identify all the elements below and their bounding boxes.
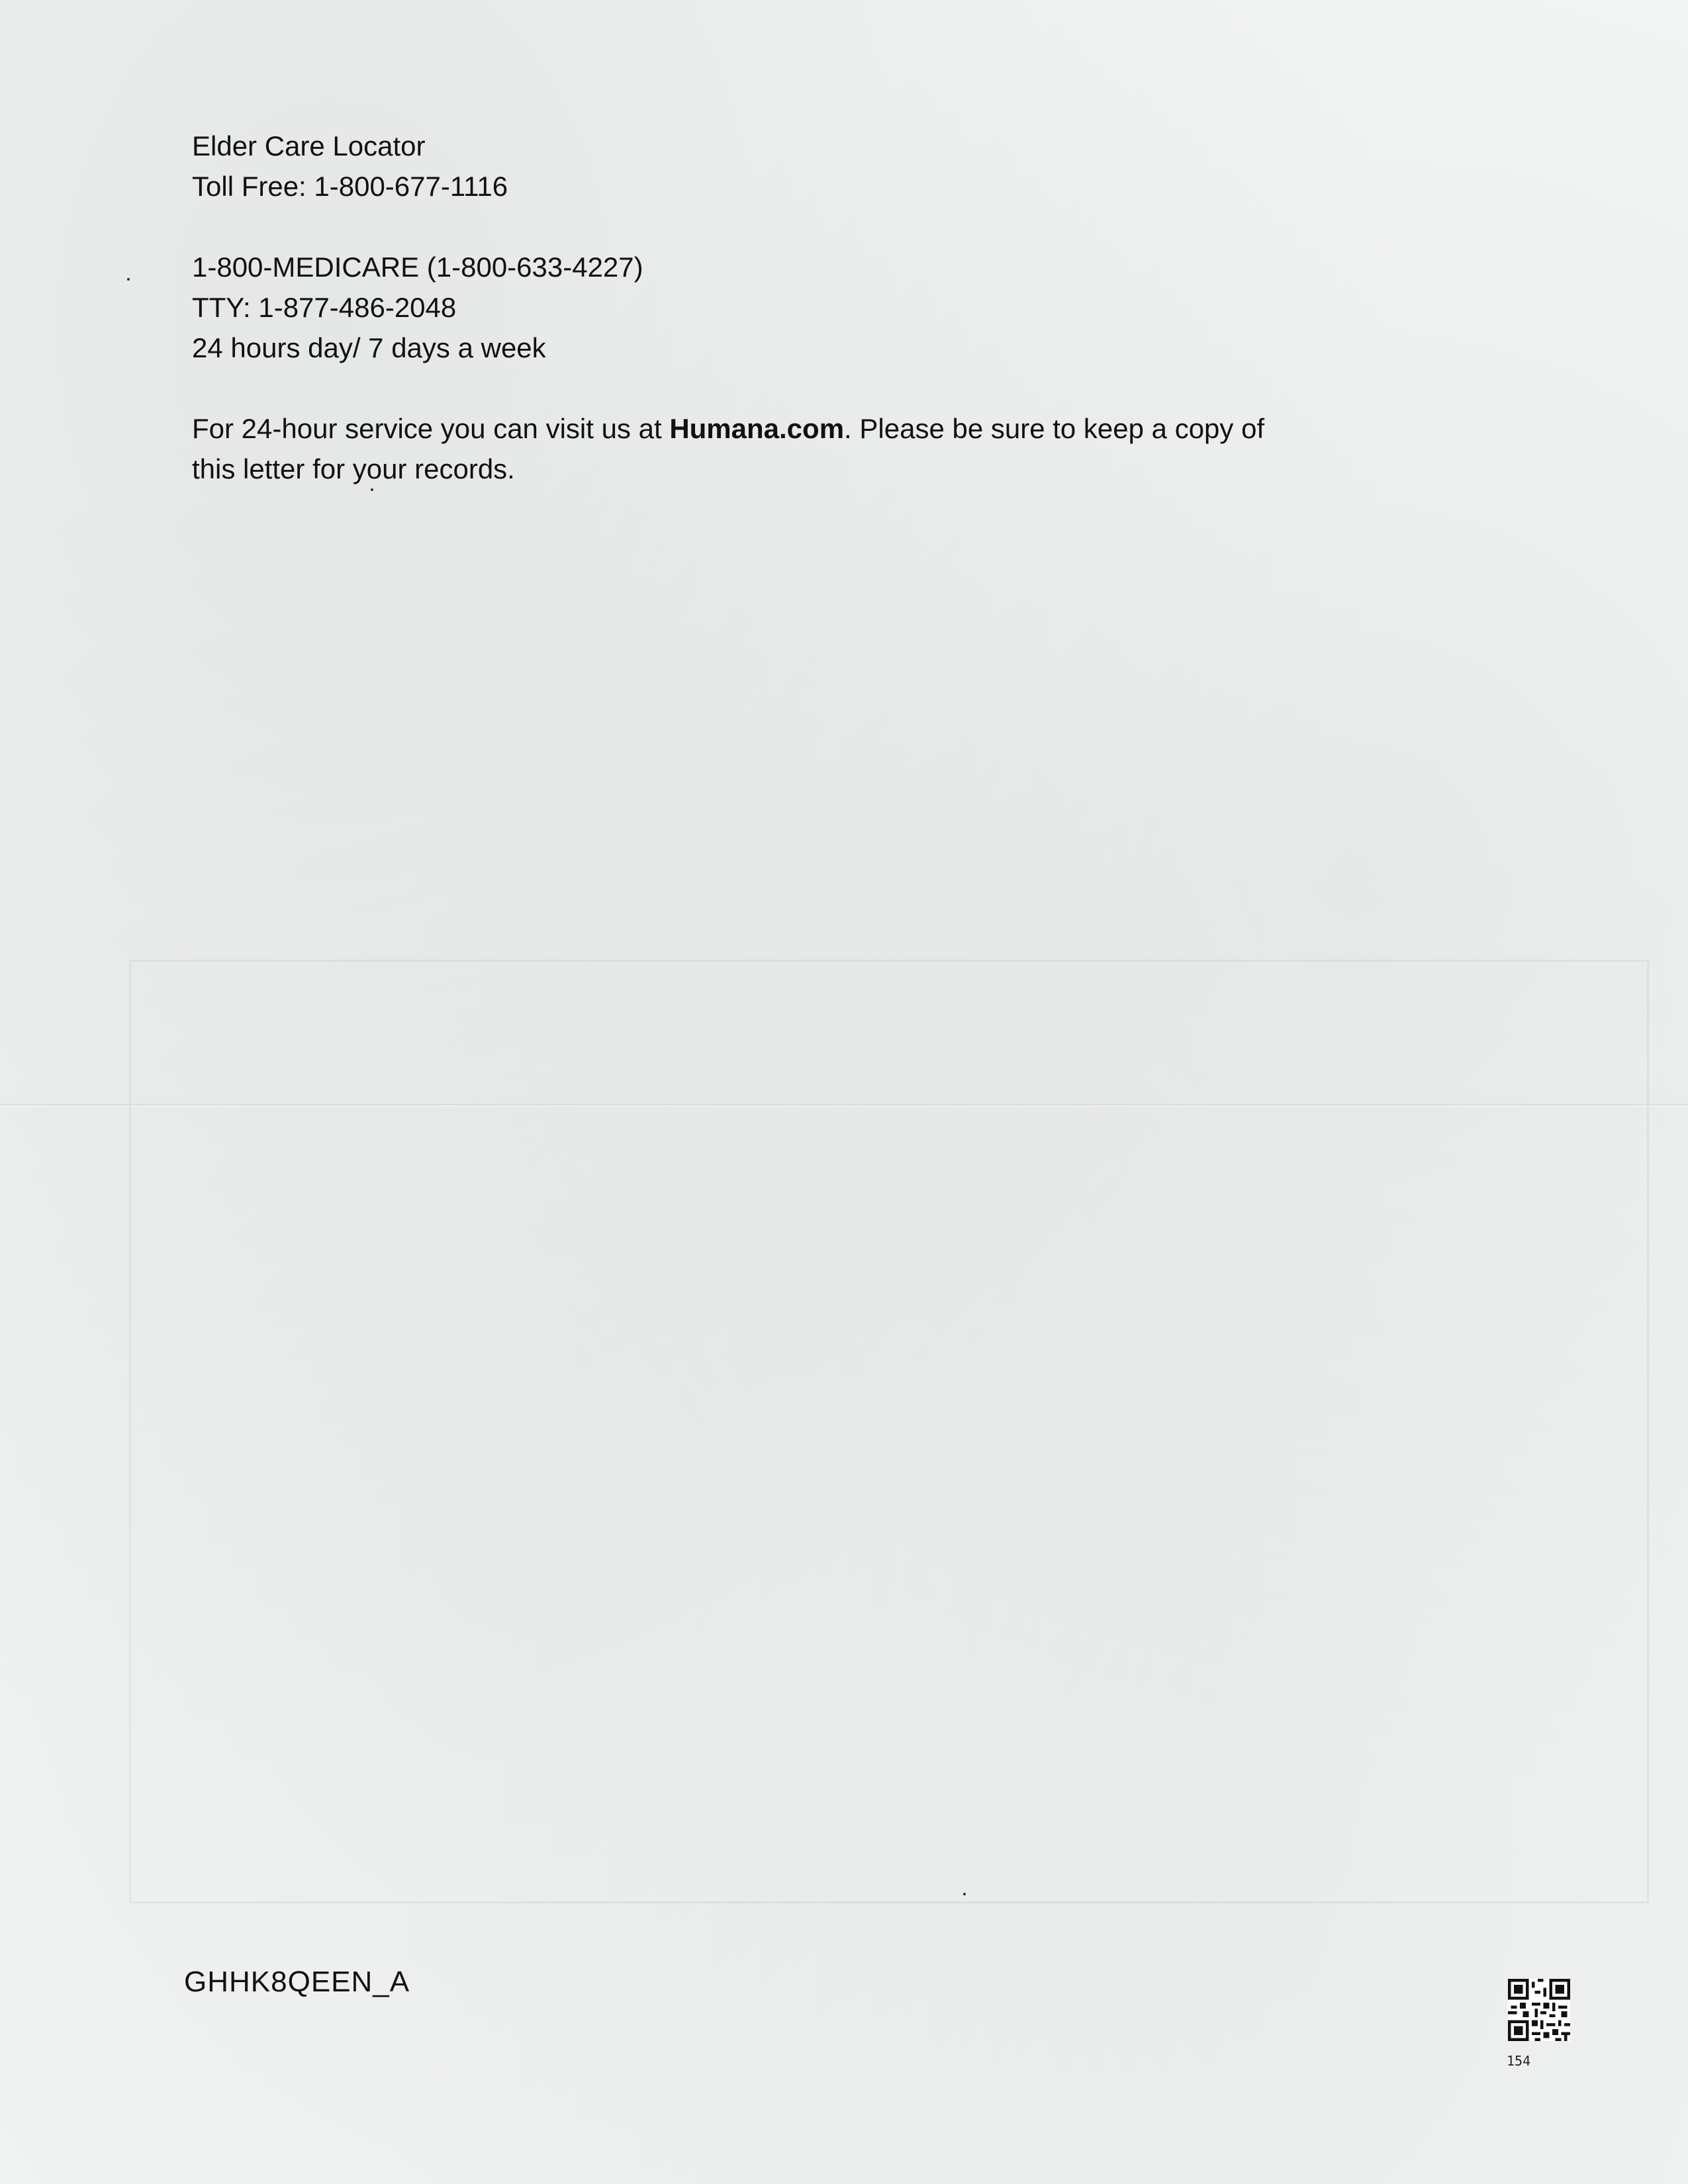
scan-speck	[371, 488, 373, 491]
document-code: GHHK8QEEN_A	[184, 1966, 410, 1998]
medicare-phone: 1-800-MEDICARE (1-800-633-4227)	[192, 251, 643, 283]
scan-speck	[963, 1893, 966, 1895]
medicare-block	[192, 247, 1489, 368]
elder-care-phone: Toll Free: 1-800-677-1116	[192, 171, 508, 202]
service-text-before: For 24-hour service you can visit us at	[192, 413, 670, 444]
service-line-1	[192, 408, 1489, 449]
letter-body	[192, 126, 1489, 529]
humana-site-link[interactable]: Humana.com	[669, 413, 845, 444]
elder-care-title: Elder Care Locator	[192, 130, 426, 161]
scan-speck	[127, 278, 130, 281]
service-block	[192, 408, 1489, 489]
elder-care-block	[192, 126, 1489, 206]
service-line-2: this letter for your records.	[192, 453, 515, 484]
bleed-through-box	[129, 960, 1649, 1903]
fold-crease	[0, 1104, 1688, 1107]
medicare-hours: 24 hours day/ 7 days a week	[192, 332, 546, 363]
qr-code-icon	[1508, 1979, 1570, 2041]
page-number: 154	[1507, 2053, 1531, 2069]
medicare-tty: TTY: 1-877-486-2048	[192, 292, 457, 323]
service-text-after: . Please be sure to keep a copy of	[844, 413, 1265, 444]
